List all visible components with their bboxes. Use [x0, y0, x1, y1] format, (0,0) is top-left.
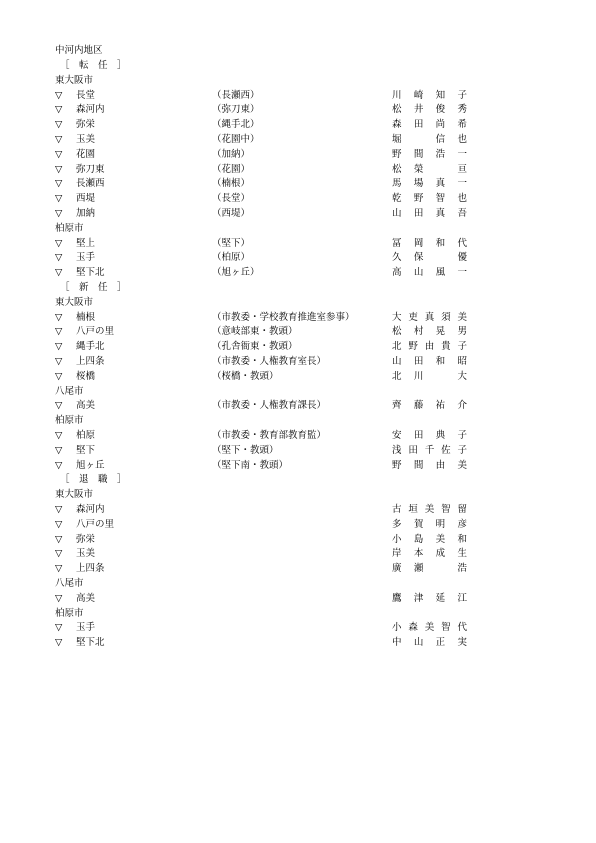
entry-row [0, 354, 596, 369]
entry-school: 玉手 [76, 252, 96, 264]
entry-marker: ▽ [55, 400, 63, 412]
entry-person-name: 高山風一 [392, 267, 467, 279]
entry-row [0, 102, 596, 117]
city-heading-line [0, 487, 596, 502]
entry-previous-post: （楠根） [212, 178, 251, 190]
entry-person-name: 岸本成生 [392, 548, 467, 560]
entry-marker: ▽ [55, 341, 63, 353]
entry-marker: ▽ [55, 208, 63, 219]
entry-previous-post: （市教委・人権教育課長） [212, 400, 327, 412]
entry-school: 玉美 [76, 548, 96, 560]
entry-previous-post: （長堂） [212, 193, 251, 205]
entry-marker: ▽ [55, 533, 63, 545]
entry-previous-post: （堅下・教頭） [212, 444, 279, 456]
entry-row [0, 591, 596, 606]
entry-school: 八戸の里 [76, 326, 115, 338]
entry-person-name: 齊藤祐介 [392, 400, 467, 412]
entry-previous-post: （堅下南・教頭） [212, 459, 289, 471]
entry-row [0, 561, 596, 576]
entry-row [0, 398, 596, 413]
entry-school: 八戸の里 [76, 518, 115, 530]
city-heading-line [0, 606, 596, 621]
entry-person-name: 廣瀬 浩 [392, 563, 467, 575]
entry-marker: ▽ [55, 267, 63, 279]
entry-marker: ▽ [55, 163, 63, 175]
entry-previous-post: （弥刀東） [212, 104, 260, 116]
city-heading: 柏原市 [55, 222, 84, 234]
city-heading: 東大阪市 [55, 74, 94, 86]
entry-marker: ▽ [55, 356, 63, 367]
entry-previous-post: （花園中） [212, 134, 260, 145]
entry-person-name: 松村晃男 [392, 326, 467, 338]
entry-row [0, 176, 596, 191]
entry-row [0, 532, 596, 547]
city-heading: 柏原市 [55, 607, 84, 619]
entry-row [0, 324, 596, 339]
section-heading: ［ 退 職 ］ [60, 474, 127, 486]
section-heading-line [0, 472, 596, 487]
entry-school: 上四条 [76, 356, 105, 367]
city-heading: 柏原市 [55, 415, 84, 427]
entry-school: 西堤 [76, 193, 96, 205]
entry-person-name: 安田典子 [392, 430, 467, 441]
entry-marker: ▽ [55, 252, 63, 264]
entry-marker: ▽ [55, 592, 63, 604]
entry-person-name: 森田尚希 [392, 119, 467, 131]
entry-row [0, 310, 596, 325]
entry-person-name: 久保 優 [392, 252, 467, 264]
entry-row [0, 428, 596, 443]
entry-school: 高美 [76, 400, 96, 412]
entry-previous-post: （旭ヶ丘） [212, 267, 260, 279]
entry-school: 玉手 [76, 622, 96, 634]
entry-marker: ▽ [55, 193, 63, 205]
entry-marker: ▽ [55, 134, 63, 145]
entry-marker: ▽ [55, 430, 63, 441]
entry-row [0, 517, 596, 532]
entry-school: 花園 [76, 148, 96, 160]
city-heading-line [0, 295, 596, 310]
entry-marker: ▽ [55, 622, 63, 634]
entry-row [0, 206, 596, 221]
entry-marker: ▽ [55, 548, 63, 560]
entry-person-name: 冨岡和代 [392, 237, 467, 249]
entry-school: 桜橋 [76, 370, 96, 382]
entry-previous-post: （柏原） [212, 252, 251, 264]
entry-marker: ▽ [55, 504, 63, 515]
entry-row [0, 458, 596, 473]
section-heading-line [0, 58, 596, 73]
entry-row [0, 132, 596, 147]
entry-school: 堅下北 [76, 267, 105, 279]
entry-person-name: 古垣美智留 [392, 504, 467, 515]
entry-previous-post: （市教委・学校教育推進室参事） [212, 311, 355, 323]
entry-person-name: 山田和昭 [392, 356, 467, 367]
entry-previous-post: （堅下） [212, 237, 251, 249]
entry-previous-post: （長瀬西） [212, 89, 260, 101]
city-heading-line [0, 73, 596, 88]
entry-school: 玉美 [76, 134, 96, 145]
entry-person-name: 堀 信也 [392, 134, 467, 145]
entry-row [0, 147, 596, 162]
entry-person-name: 小島美和 [392, 533, 467, 545]
entry-school: 加納 [76, 208, 96, 219]
entry-row [0, 250, 596, 265]
entry-previous-post: （意岐部東・教頭） [212, 326, 298, 338]
entry-school: 堅上 [76, 237, 96, 249]
entry-person-name: 北川 大 [392, 370, 467, 382]
entry-person-name: 馬場真一 [392, 178, 467, 190]
entry-marker: ▽ [55, 444, 63, 456]
entry-person-name: 中山正実 [392, 637, 467, 649]
entry-marker: ▽ [55, 370, 63, 382]
entry-person-name: 北野由貴子 [392, 341, 467, 353]
entry-marker: ▽ [55, 148, 63, 160]
entry-school: 長瀬西 [76, 178, 105, 190]
entry-person-name: 野間浩一 [392, 148, 467, 160]
entry-person-name: 松榮 亘 [392, 163, 467, 175]
entry-school: 高美 [76, 592, 96, 604]
city-heading-line [0, 221, 596, 236]
city-heading: 八尾市 [55, 385, 84, 397]
entry-row [0, 162, 596, 177]
entry-school: 上四条 [76, 563, 105, 575]
entry-row [0, 88, 596, 103]
entry-school: 旭ヶ丘 [76, 459, 105, 471]
entry-marker: ▽ [55, 326, 63, 338]
entry-school: 柏原 [76, 430, 96, 441]
entry-person-name: 山田真吾 [392, 208, 467, 219]
entry-row [0, 339, 596, 354]
entry-marker: ▽ [55, 104, 63, 116]
entry-previous-post: （縄手北） [212, 119, 260, 131]
entry-marker: ▽ [55, 237, 63, 249]
entry-marker: ▽ [55, 311, 63, 323]
entry-row [0, 502, 596, 517]
entry-marker: ▽ [55, 178, 63, 190]
entry-person-name: 小森美智代 [392, 622, 467, 634]
city-heading: 八尾市 [55, 578, 84, 589]
city-heading: 東大阪市 [55, 296, 94, 308]
entry-school: 弥栄 [76, 119, 96, 131]
entry-row [0, 620, 596, 635]
entry-marker: ▽ [55, 459, 63, 471]
entry-previous-post: （花園） [212, 163, 251, 175]
city-heading-line [0, 413, 596, 428]
entry-row [0, 635, 596, 650]
entry-row [0, 265, 596, 280]
section-heading-line [0, 280, 596, 295]
entry-school: 堅下北 [76, 637, 105, 649]
entry-school: 森河内 [76, 504, 105, 515]
entry-previous-post: （孔舎衙東・教頭） [212, 341, 298, 353]
district-heading-line [0, 43, 596, 58]
city-heading-line [0, 384, 596, 399]
entry-person-name: 野間由美 [392, 459, 467, 471]
entry-person-name: 乾野智也 [392, 193, 467, 205]
entry-row [0, 546, 596, 561]
entry-row [0, 236, 596, 251]
entry-previous-post: （加納） [212, 148, 251, 160]
entry-row [0, 369, 596, 384]
entry-marker: ▽ [55, 518, 63, 530]
entry-previous-post: （西堤） [212, 208, 251, 219]
entry-marker: ▽ [55, 119, 63, 131]
entry-previous-post: （桜橋・教頭） [212, 370, 279, 382]
city-heading-line [0, 576, 596, 591]
entry-school: 弥刀東 [76, 163, 105, 175]
entry-person-name: 大吏真須美 [392, 311, 467, 323]
entry-previous-post: （市教委・教育部教育監） [212, 430, 327, 441]
entry-marker: ▽ [55, 637, 63, 649]
entry-school: 森河内 [76, 104, 105, 116]
entry-school: 弥栄 [76, 533, 96, 545]
entry-school: 長堂 [76, 89, 96, 101]
district-heading: 中河内地区 [55, 45, 103, 56]
entry-marker: ▽ [55, 89, 63, 101]
entry-person-name: 鷹津延江 [392, 592, 467, 604]
entry-school: 堅下 [76, 444, 96, 456]
entry-row [0, 443, 596, 458]
entry-school: 楠根 [76, 311, 96, 323]
entry-row [0, 117, 596, 132]
entry-previous-post: （市教委・人権教育室長） [212, 356, 327, 367]
entry-person-name: 川崎知子 [392, 89, 467, 101]
entry-school: 縄手北 [76, 341, 105, 353]
city-heading: 東大阪市 [55, 489, 94, 501]
section-heading: ［ 転 任 ］ [60, 60, 127, 71]
entry-person-name: 浅田千佐子 [392, 444, 467, 456]
section-heading: ［ 新 任 ］ [60, 282, 127, 293]
entry-row [0, 191, 596, 206]
entry-person-name: 多賀明彦 [392, 518, 467, 530]
entry-person-name: 松井俊秀 [392, 104, 467, 116]
entry-marker: ▽ [55, 563, 63, 575]
